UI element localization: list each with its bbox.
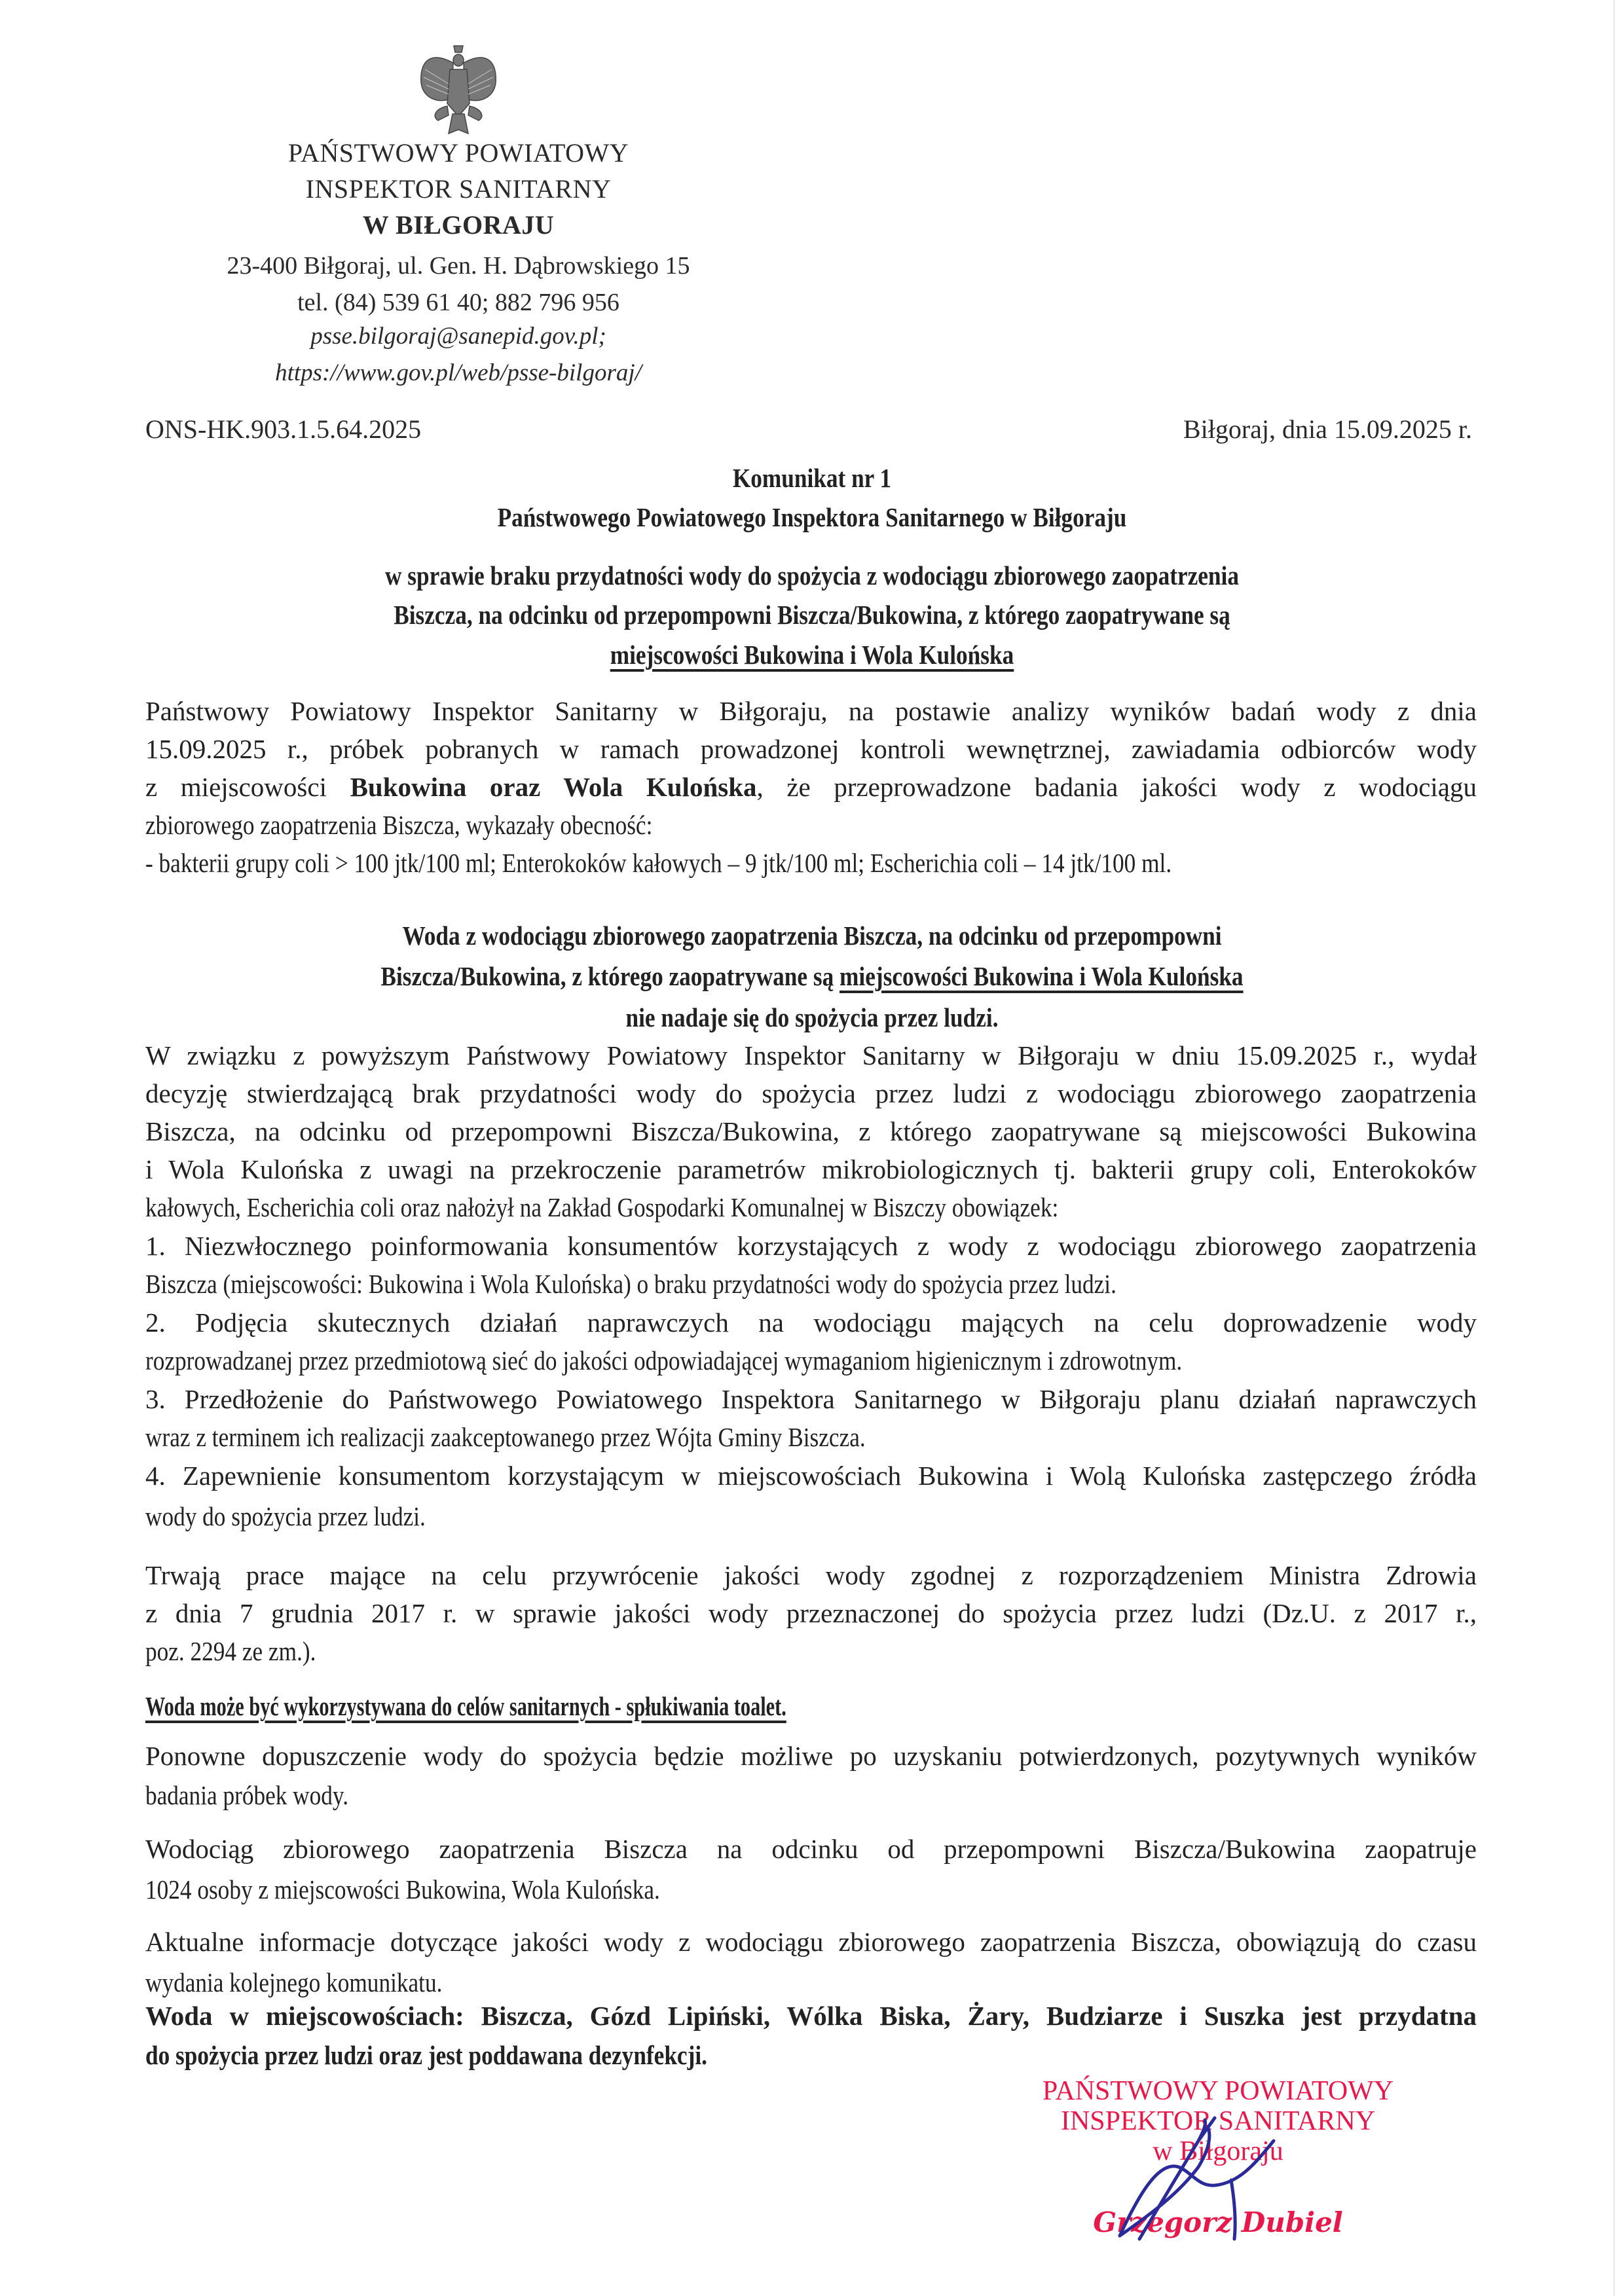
decision-line: decyzję stwierdzającą brak przydatności wody do spożycia przez ludzi z wodociągu zbiorowego zaopatrzenia (145, 1078, 1477, 1108)
letterhead-line2: INSPEKTOR SANITARNY (305, 174, 612, 204)
decision-line: Biszcza, na odcinku od przepompowni Biszcza/Bukowina, z którego zaopatrywane są miejscowości Bukowina (145, 1116, 1477, 1146)
eagle-emblem-icon (416, 43, 501, 141)
place-date: Biłgoraj, dnia 15.09.2025 r. (1183, 414, 1472, 444)
fit-water-line: do spożycia przez ludzi oraz jest poddawana dezynfekcji. (145, 2040, 707, 2070)
letterhead-email[interactable]: psse.bilgoraj@sanepid.gov.pl; (310, 323, 606, 350)
intro-line: Państwowy Powiatowy Inspektor Sanitarny w Biłgoraju, na postawie analizy wyników badań wody z dnia (145, 696, 1477, 726)
stamp-line2: INSPEKTOR SANITARNY (1060, 2106, 1376, 2136)
obligation-1-line1: 1. Niezwłocznego poinformowania konsumentów korzystających z wody z wodociągu zbiorowego zaopatrzenia (145, 1231, 1477, 1261)
title-subject-line3 (239, 639, 1386, 670)
reference-number: ONS-HK.903.1.5.64.2025 (145, 414, 422, 444)
intro-line (145, 771, 1477, 804)
sanitary-note-text: Woda może być wykorzystywana do celów sanitarnych - spłukiwania toalet. (145, 1691, 786, 1721)
warning-text: Biszcza/Bukowina, z którego zaopatrywane są (380, 961, 840, 991)
obligation-3-line2: wraz z terminem ich realizacji zaakceptowanego przez Wójta Gminy Biszcza. (145, 1422, 866, 1452)
letterhead-website[interactable]: https://www.gov.pl/web/psse-bilgoraj/ (275, 359, 642, 386)
intro-line: zbiorowego zaopatrzenia Biszcza, wykazały obecność: (145, 810, 653, 840)
validity-line: Aktualne informacje dotyczące jakości wody z wodociągu zbiorowego zaopatrzenia Biszcza, obowiązują do czasu (145, 1927, 1477, 1957)
obligation-4-line1: 4. Zapewnienie konsumentom korzystającym w miejscowościach Bukowina i Wolą Kulońska zastępczego źródła (145, 1461, 1477, 1491)
validity-line: wydania kolejnego komunikatu. (145, 1967, 443, 1997)
warning-line3: nie nadaje się do spożycia przez ludzi. (625, 1002, 999, 1032)
readmission-line: Ponowne dopuszczenie wody do spożycia będzie możliwe po uzyskaniu potwierdzonych, pozytywnych wyników (145, 1741, 1477, 1771)
intro-localities-bold: Bukowina oraz Wola Kulońska (350, 772, 757, 802)
title-subject-line2: Biszcza, na odcinku od przepompowni Biszcza/Bukowina, z którego zaopatrywane są (394, 600, 1230, 630)
warning-line1: Woda z wodociągu zbiorowego zaopatrzenia Biszcza, na odcinku od przepompowni (402, 920, 1222, 951)
obligation-1-line2: Biszcza (miejscowości: Bukowina i Wola Kulońska) o braku przydatności wody do spożycia przez ludzi. (145, 1269, 1116, 1299)
title-subject-line1: w sprawie braku przydatności wody do spożycia z wodociągu zbiorowego zaopatrzenia (385, 560, 1239, 591)
obligation-3-line1: 3. Przedłożenie do Państwowego Powiatowego Inspektora Sanitarnego w Biłgoraju planu działań naprawczych (145, 1384, 1477, 1414)
works-line: z dnia 7 grudnia 2017 r. w sprawie jakości wody przeznaczonej do spożycia przez ludzi (Dz.U. z 2017 r., (145, 1598, 1477, 1628)
intro-text: z miejscowości (145, 772, 327, 802)
stamp-line3: w Biłgoraju (1153, 2136, 1283, 2166)
supply-line: Wodociąg zbiorowego zaopatrzenia Biszcza na odcinku od przepompowni Biszcza/Bukowina zaopatruje (145, 1834, 1477, 1864)
intro-line: 15.09.2025 r., próbek pobranych w ramach prowadzonej kontroli wewnętrznej, zawiadamia odbiorców wody (145, 734, 1477, 764)
intro-results: - bakterii grupy coli > 100 jtk/100 ml; Enterokoków kałowych – 9 jtk/100 ml; Escherichia coli – 14 jtk/100 ml. (145, 848, 1172, 878)
warning-localities-underlined: miejscowości Bukowina i Wola Kulońska (840, 961, 1244, 991)
supply-line: 1024 osoby z miejscowości Bukowina, Wola Kulońska. (145, 1874, 660, 1904)
letterhead-address: 23-400 Biłgoraj, ul. Gen. H. Dąbrowskiego 15 (227, 252, 690, 280)
works-line: Trwają prace mające na celu przywrócenie jakości wody zgodnej z rozporządzeniem Ministra Zdrowia (145, 1560, 1477, 1590)
letterhead-phone: tel. (84) 539 61 40; 882 796 956 (297, 289, 619, 316)
title-localities-underlined: miejscowości Bukowina i Wola Kulońska (610, 640, 1014, 670)
letterhead-line3: W BIŁGORAJU (362, 210, 555, 240)
handwritten-signature-icon (1100, 2115, 1323, 2246)
warning-line2 (239, 960, 1386, 992)
decision-line: W związku z powyższym Państwowy Powiatowy Inspektor Sanitarny w Biłgoraju w dniu 15.09.2025 r., wydał (145, 1040, 1477, 1070)
title-komunikat: Komunikat nr 1 (732, 463, 892, 493)
works-line: poz. 2294 ze zm.). (145, 1636, 316, 1666)
page-edge (1614, 0, 1615, 2296)
stamp-line1: PAŃSTWOWY POWIATOWY (1042, 2076, 1394, 2106)
fit-water-line: Woda w miejscowościach: Biszcza, Gózd Lipiński, Wólka Biska, Żary, Budziarze i Suszka jest przydatna (145, 2001, 1477, 2031)
stamp-name: Grzegorz Dubiel (1093, 2206, 1343, 2238)
decision-line: i Wola Kulońska z uwagi na przekroczenie parametrów mikrobiologicznych tj. bakterii grupy coli, Enterokoków (145, 1154, 1477, 1184)
decision-line: kałowych, Escherichia coli oraz nałożył na Zakład Gospodarki Komunalnej w Biszczy obowiązek: (145, 1192, 1059, 1222)
readmission-line: badania próbek wody. (145, 1780, 349, 1810)
title-issuer: Państwowego Powiatowego Inspektora Sanitarnego w Biłgoraju (497, 502, 1127, 532)
obligation-2-line1: 2. Podjęcia skutecznych działań naprawczych na wodociągu mających na celu doprowadzenie wody (145, 1307, 1477, 1338)
sanitary-note (145, 1690, 1290, 1722)
intro-text: , że przeprowadzone badania jakości wody z wodociągu (756, 772, 1477, 802)
letterhead-line1: PAŃSTWOWY POWIATOWY (287, 138, 629, 168)
obligation-4-line2: wody do spożycia przez ludzi. (145, 1501, 426, 1531)
obligation-2-line2: rozprowadzanej przez przedmiotową sieć do jakości odpowiadającej wymaganiom higienicznym i zdrowotnym. (145, 1345, 1183, 1376)
